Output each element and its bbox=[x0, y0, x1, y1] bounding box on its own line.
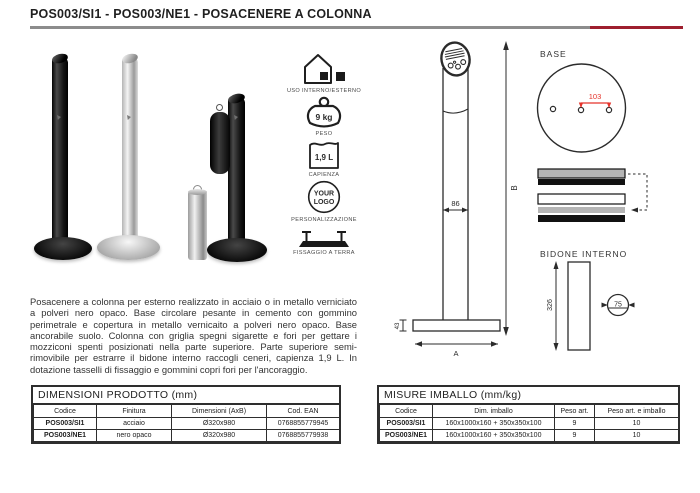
cell-finish: nero opaco bbox=[97, 430, 172, 442]
spec-capacity bbox=[283, 137, 365, 178]
column-top-cap bbox=[227, 92, 246, 105]
cell-code: POS003/NE1 bbox=[34, 430, 97, 442]
cell-weight: 9 bbox=[555, 418, 595, 430]
your-logo-icon bbox=[306, 179, 342, 215]
inner-bin-hanging bbox=[210, 112, 230, 174]
packaging-table bbox=[377, 385, 680, 444]
col-header: Cod. EAN bbox=[267, 405, 340, 418]
col-header: Codice bbox=[34, 405, 97, 418]
cell-package-dim: 160x1000x160 + 350x350x100 bbox=[433, 430, 555, 442]
dim-75: 75 bbox=[614, 301, 622, 309]
brand-mark bbox=[57, 115, 61, 120]
product-dimensions-table bbox=[31, 385, 341, 444]
page-title: POS003/SI1 - POS003/NE1 - POSACENERE A COLONNA bbox=[30, 7, 372, 21]
indoor-outdoor-icon bbox=[300, 52, 348, 86]
table-header-row bbox=[380, 405, 679, 418]
spec-floor-fixing bbox=[283, 229, 365, 256]
cell-package-dim: 160x1000x160 + 350x350x100 bbox=[433, 418, 555, 430]
cell-weight-packed: 10 bbox=[595, 430, 679, 442]
spec-indoor-outdoor bbox=[283, 52, 365, 94]
col-header: Codice bbox=[380, 405, 433, 418]
column-technical-drawing bbox=[393, 38, 521, 368]
bin-hook-ring bbox=[216, 104, 223, 111]
column-top-cap bbox=[51, 52, 69, 65]
packaging-title: MISURE IMBALLO (mm/kg) bbox=[379, 387, 678, 404]
weight-value: 9 kg bbox=[315, 112, 333, 122]
table-header-row bbox=[34, 405, 340, 418]
cell-ean: 0768855779945 bbox=[267, 418, 340, 430]
spec-label: FISSAGGIO A TERRA bbox=[293, 250, 355, 256]
column-top-cap bbox=[121, 52, 139, 65]
dim-B: B bbox=[510, 185, 519, 191]
inner-bin-title: BIDONE INTERNO bbox=[540, 249, 628, 259]
inner-bin-drawing bbox=[535, 244, 700, 366]
brand-mark bbox=[234, 115, 238, 120]
product-photo-steel bbox=[122, 57, 138, 238]
title-divider bbox=[30, 26, 683, 29]
table-row bbox=[34, 430, 340, 442]
base-layers-drawing bbox=[535, 164, 665, 228]
cell-weight-packed: 10 bbox=[595, 418, 679, 430]
floor-fixing-icon bbox=[298, 229, 350, 248]
cell-ean: 0768855779938 bbox=[267, 430, 340, 442]
col-header: Peso art. bbox=[555, 405, 595, 418]
col-header: Finitura bbox=[97, 405, 172, 418]
weight-icon bbox=[304, 96, 344, 129]
dim-86: 86 bbox=[451, 199, 460, 208]
spec-weight bbox=[283, 96, 365, 137]
product-photo-black-open bbox=[228, 97, 245, 240]
dim-A: A bbox=[453, 349, 459, 358]
col-header: Dim. imballo bbox=[433, 405, 555, 418]
capacity-value: 1,9 L bbox=[314, 153, 334, 162]
product-dimensions-title: DIMENSIONI PRODOTTO (mm) bbox=[33, 387, 339, 404]
cell-weight: 9 bbox=[555, 430, 595, 442]
cell-code: POS003/SI1 bbox=[34, 418, 97, 430]
brand-mark bbox=[127, 115, 131, 120]
table-row bbox=[380, 418, 679, 430]
cell-dimensions: Ø320x980 bbox=[172, 430, 267, 442]
base-disc-black bbox=[34, 237, 92, 260]
table-row bbox=[380, 430, 679, 442]
spec-personalization bbox=[283, 179, 365, 223]
base-disc-steel bbox=[97, 235, 160, 260]
spec-label: PESO bbox=[315, 131, 333, 137]
inner-bin-photo bbox=[188, 191, 207, 260]
cell-code: POS003/NE1 bbox=[380, 430, 433, 442]
spec-label: USO INTERNO/ESTERNO bbox=[286, 88, 362, 94]
logo-line2: LOGO bbox=[313, 199, 335, 206]
product-photo-black bbox=[52, 57, 68, 240]
base-drawing bbox=[535, 44, 695, 162]
spec-label: CAPIENZA bbox=[308, 172, 340, 178]
capacity-icon bbox=[307, 137, 341, 170]
product-description: Posacenere a colonna per esterno realizzato in acciaio o in metallo verniciato a polveri nero opaco. Base circolare pesante in cemento con gommino perimetrale e copertura in metallo vernicaito a polveri nero opaco. Base ancorabile suolo. Colonna con griglia spegni sigarette e fori per gettare i mozziconi spenti posizionati nella parte superiore. Parte superiore semi-rimovibile per estrarre il bidone interno raccogli ceneri, capienza 1,9 L. In dotazione tasselli di fissaggio e gommini copri fori per l'ancoraggio. bbox=[30, 296, 357, 375]
base-disc-black-2 bbox=[207, 238, 267, 262]
cell-finish: acciaio bbox=[97, 418, 172, 430]
col-header: Peso art. e imballo bbox=[595, 405, 679, 418]
base-drawing-title: BASE bbox=[540, 49, 567, 59]
logo-line1: YOUR bbox=[313, 190, 335, 198]
cylinder-top-cap bbox=[188, 189, 207, 195]
col-header: Dimensioni (AxB) bbox=[172, 405, 267, 418]
spec-label: PERSONALIZZAZIONE bbox=[291, 217, 357, 223]
dim-103: 103 bbox=[588, 92, 602, 101]
cell-code: POS003/SI1 bbox=[380, 418, 433, 430]
dim-326: 326 bbox=[547, 299, 554, 311]
cell-dimensions: Ø320x980 bbox=[172, 418, 267, 430]
dim-43: 43 bbox=[395, 322, 401, 330]
table-row bbox=[34, 418, 340, 430]
